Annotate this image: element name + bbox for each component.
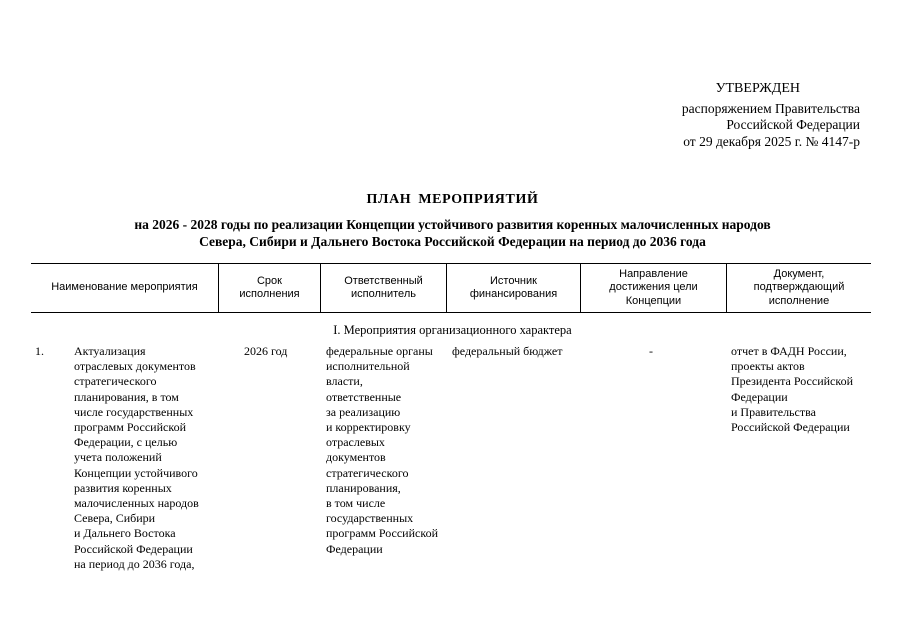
- row-executor-line: в том числе: [326, 496, 386, 511]
- row-name: [74, 344, 199, 572]
- header-funding-text: Источник: [490, 274, 537, 287]
- plan-subtitle-line: Севера, Сибири и Дальнего Востока Российской Федерации на период до 2036 года: [199, 234, 706, 249]
- header-document: [727, 263, 871, 313]
- header-executor-text: исполнитель: [351, 288, 416, 300]
- row-executor-line: и корректировку: [326, 420, 411, 435]
- row-executor-line: федеральные органы: [326, 344, 433, 358]
- header-direction-text: Концепции: [625, 294, 682, 307]
- row-document-line: отчет в ФАДН России,: [731, 344, 847, 358]
- row-funding: федеральный бюджет: [452, 344, 563, 358]
- row-executor-line: исполнительной: [326, 359, 410, 374]
- row-document-line: Федерации: [731, 389, 788, 404]
- approval-title: УТВЕРЖДЕН: [715, 81, 800, 96]
- row-executor-line: за реализацию: [326, 404, 401, 419]
- row-executor-line: стратегического: [326, 465, 409, 480]
- header-deadline: [219, 263, 320, 313]
- approval-line: распоряжением Правительства: [681, 100, 860, 116]
- header-funding: [447, 263, 580, 313]
- header-direction-text: Направление: [619, 267, 688, 280]
- row-executor-line: планирования,: [326, 480, 401, 495]
- row-executor-line: ответственные: [326, 389, 402, 404]
- row-document-line: Российской Федерации: [731, 420, 850, 435]
- plan-title: ПЛАН МЕРОПРИЯТИЙ: [366, 192, 539, 207]
- row-name-line: отраслевых документов: [74, 359, 196, 374]
- row-name-line: Концепции устойчивого: [74, 465, 198, 480]
- row-name-line: и Дальнего Востока: [74, 526, 176, 541]
- header-deadline-text: исполнения: [239, 288, 300, 300]
- section-title: I. Мероприятия организационного характера: [333, 323, 572, 337]
- row-name-line: учета положений: [74, 450, 162, 465]
- row-name-line: развития коренных: [74, 480, 172, 495]
- approval-line: Российской Федерации: [726, 117, 860, 132]
- row-direction: -: [649, 344, 653, 358]
- row-name-line: планирования, в том: [74, 389, 179, 404]
- row-name-line: Федерации, с целью: [74, 435, 178, 450]
- row-name-line: Российской Федерации: [74, 541, 193, 556]
- approval-block: [600, 81, 860, 150]
- row-name-line: Актуализация: [74, 344, 146, 358]
- approval-line: от 29 декабря 2025 г. № 4147-р: [683, 133, 860, 149]
- row-name-line: числе государственных: [74, 404, 194, 419]
- header-document-text: Документ,: [773, 267, 825, 280]
- row-executor-line: государственных: [326, 511, 414, 526]
- row-name-line: программ Российской: [74, 420, 186, 435]
- row-document-line: и Правительства: [731, 404, 816, 419]
- header-deadline-text: Срок: [256, 274, 282, 287]
- header-name: [31, 263, 218, 313]
- row-executor-line: документов: [326, 450, 386, 465]
- header-direction: [581, 263, 726, 313]
- row-name-line: малочисленных народов: [74, 496, 199, 511]
- plan-subtitle: [60, 216, 845, 250]
- row-document: [731, 344, 853, 435]
- header-executor: [321, 263, 446, 313]
- row-name-line: на период до 2036 года,: [74, 556, 195, 571]
- header-name-text: Наименование мероприятия: [51, 281, 198, 294]
- row-executor-line: отраслевых: [326, 435, 385, 450]
- row-name-line: Севера, Сибири: [74, 511, 156, 526]
- header-executor-text: Ответственный: [344, 274, 423, 287]
- row-name-line: стратегического: [74, 374, 157, 389]
- row-executor-line: Федерации: [326, 541, 383, 556]
- plan-subtitle-line: на 2026 - 2028 годы по реализации Концепции устойчивого развития коренных малочисленных народов: [134, 217, 771, 232]
- row-deadline: 2026 год: [244, 344, 288, 358]
- header-document-text: подтверждающий: [753, 281, 845, 294]
- row-document-line: Президента Российской: [731, 374, 854, 389]
- header-document-text: исполнение: [768, 294, 830, 307]
- row-executor: [326, 344, 438, 557]
- header-funding-text: финансирования: [469, 288, 558, 300]
- row-executor-line: власти,: [326, 374, 363, 389]
- row-document-line: проекты актов: [731, 359, 805, 374]
- header-direction-text: достижения цели: [609, 281, 698, 294]
- row-executor-line: программ Российской: [326, 526, 438, 541]
- row-number: 1.: [35, 344, 44, 358]
